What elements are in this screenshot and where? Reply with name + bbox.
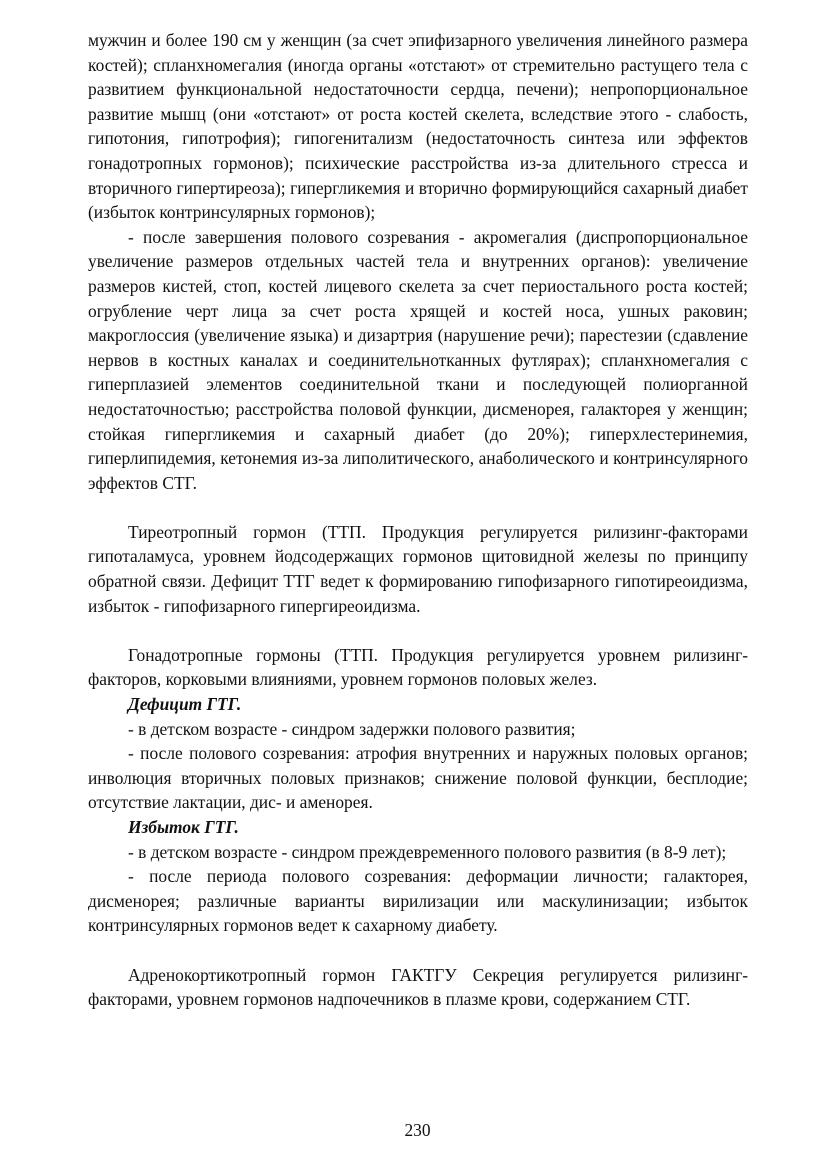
paragraph-acromegaly: - после завершения полового созревания - акромегалия (диспропорциональное увеличение размеров отдельных частей тела и внутренних органов): увеличение размеров кистей, стоп, костей лицевого скелета за счет периостального роста костей; огрубление черт лица за счет роста хрящей и костей носа, ушных раковин; макроглоссия (увеличение языка) и дизартрия (нарушение речи); парестезии (сдавление нервов в костных каналах и соединительнотканных футлярах); спланхномегалия с гиперплазией элементов соединительной ткани и последующей полиорганной недостаточностью; расстройства половой функции, дисменорея, галакторея у женщин; стойкая гипергликемия и сахарный диабет (до 20%); гиперхлестеринемия, гиперлипидемия, кетонемия из-за липолитического, анаболического и контринсулярного эффектов СТГ. <box>88 226 748 493</box>
paragraph-gh-excess-children: мужчин и более 190 см у женщин (за счет эпифизарного увеличения линейного размера костей); спланхномегалия (иногда органы «отстают» от стремительно растущего тела с развитием функциональной недостаточности сердца, печени); непропорциональное развитие мышц (они «отстают» от роста костей скелета, вследствие этого - слабость, гипотония, гипотрофия); гипогенитализм (недостаточность синтеза или эффектов гонадотропных гормонов); психические расстройства из-за длительного стресса и вторичного гипертиреоза); гипергликемия и вторично формирующийся сахарный диабет (избыток контринсулярных гормонов); <box>88 30 748 223</box>
list-item-excess-childhood: - в детском возрасте - синдром преждевременного полового развития (в 8-9 лет); <box>128 841 727 862</box>
paragraph-gap <box>88 938 748 963</box>
paragraph-gap <box>88 618 748 643</box>
page-body <box>88 28 748 1012</box>
subheading-gtg-deficit: Дефицит ГТГ. <box>128 694 242 715</box>
paragraph-acth: Адренокортикотропный гормон ГАКТГУ Секреция регулируется рилизинг-факторами, уровнем гормонов надпочечников в плазме крови, содержанием СТГ. <box>88 964 748 1010</box>
list-item-excess-after-puberty: - после периода полового созревания: деформации личности; галакторея, дисменорея; различные варианты вирилизации или маскулинизации; избыток контринсулярных гормонов ведет к сахарному диабету. <box>88 866 748 936</box>
page-number: 230 <box>404 1120 431 1140</box>
subheading-gtg-excess: Избыток ГТГ. <box>128 817 239 837</box>
paragraph-gap <box>88 495 748 520</box>
list-item-deficit-childhood: - в детском возрасте - синдром задержки полового развития; <box>128 718 576 739</box>
list-item-deficit-after-puberty: - после полового созревания: атрофия внутренних и наружных половых органов; инволюция вторичных половых признаков; снижение половой функции, бесплодие; отсутствие лактации, дис- и аменорея. <box>88 743 748 813</box>
paragraph-tsh: Тиреотропный гормон (ТТП. Продукция регулируется рилизинг-факторами гипоталамуса, уровнем йодсодержащих гормонов щитовидной железы по принципу обратной связи. Дефицит ТТГ ведет к формированию гипофизарного гипотиреоидизма, избыток - гипофизарного гипергиреоидизма. <box>88 521 748 616</box>
paragraph-gonadotropins: Гонадотропные гормоны (ТТП. Продукция регулируется уровнем рилизинг-факторов, корковыми влияниями, уровнем гормонов половых желез. <box>88 644 748 690</box>
